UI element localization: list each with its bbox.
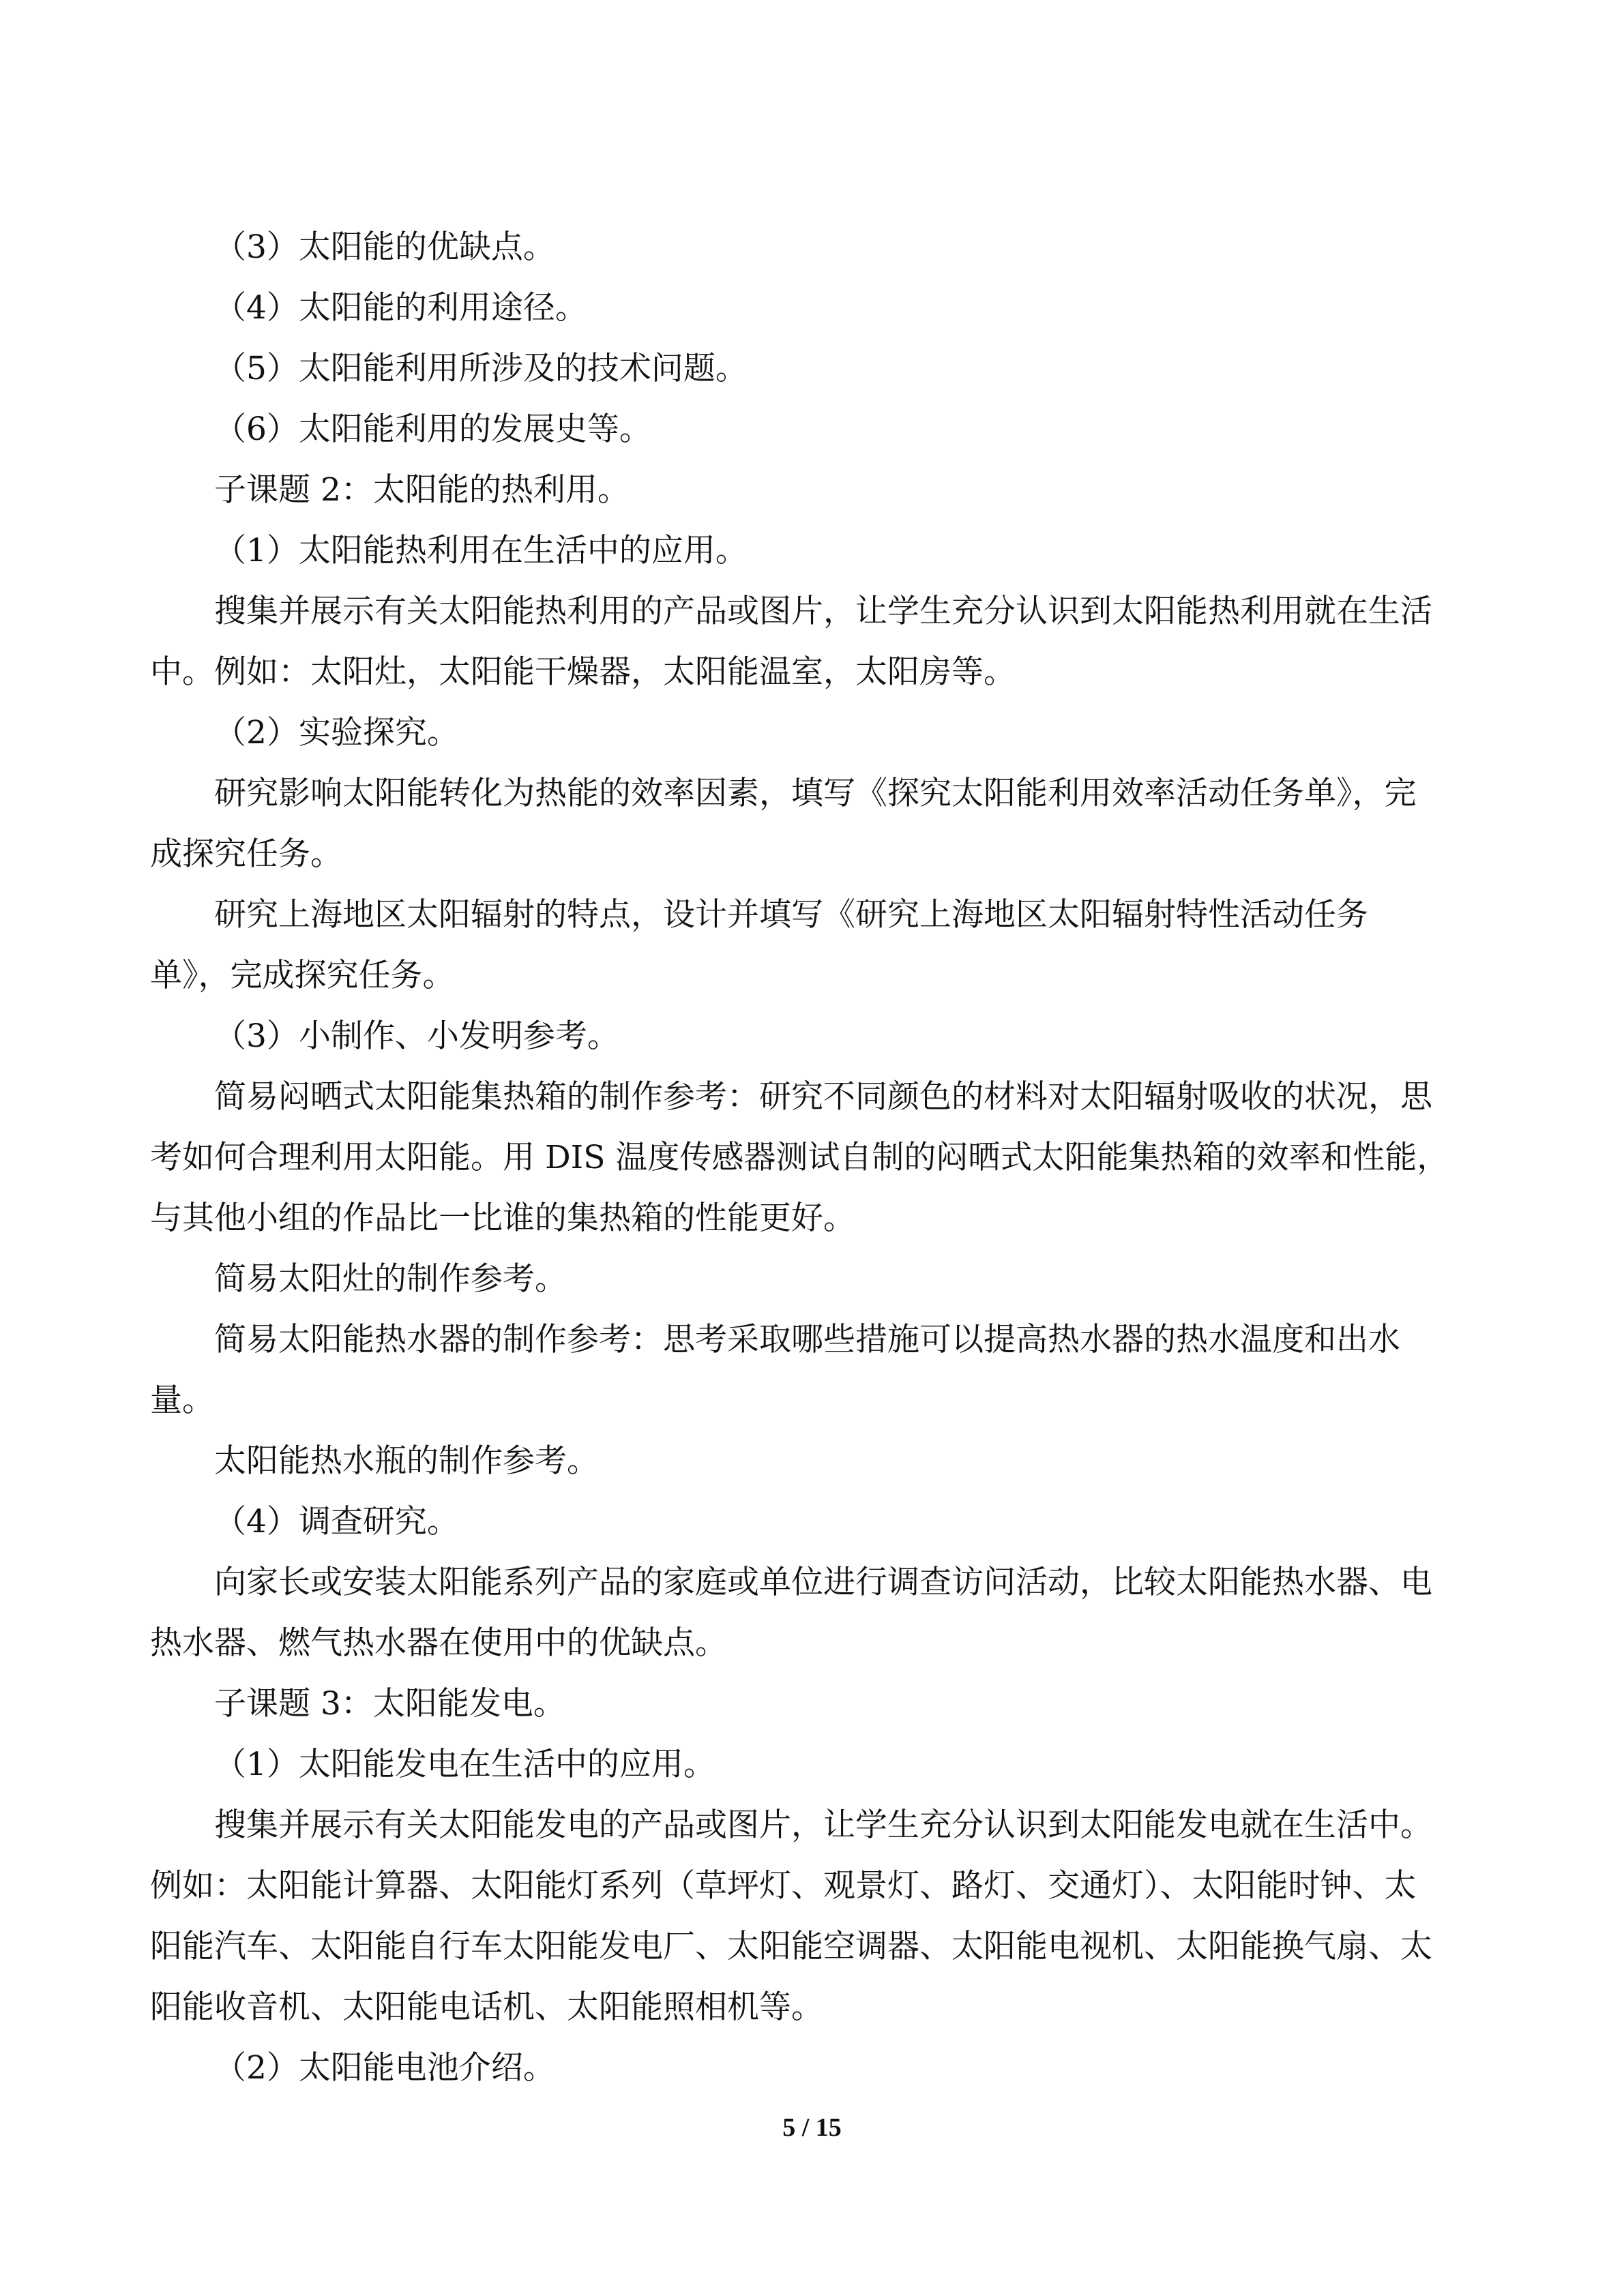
text-line: 简易闷晒式太阳能集热箱的制作参考：研究不同颜色的材料对太阳辐射吸收的状况，思 bbox=[214, 1078, 1432, 1116]
text-line: 阳能汽车、太阳能自行车太阳能发电厂、太阳能空调器、太阳能电视机、太阳能换气扇、太 bbox=[150, 1928, 1432, 1965]
text-line: 考如何合理利用太阳能。用 DIS 温度传感器测试自制的闷晒式太阳能集热箱的效率和性能， bbox=[150, 1139, 1449, 1176]
text-line: 子课题 3：太阳能发电。 bbox=[214, 1685, 565, 1723]
text-line: （2）太阳能电池介绍。 bbox=[214, 2049, 555, 2087]
text-line: 研究影响太阳能转化为热能的效率因素，填写《探究太阳能利用效率活动任务单》，完 bbox=[214, 775, 1417, 812]
text-line: （1）太阳能发电在生活中的应用。 bbox=[214, 1746, 715, 1783]
text-line: 向家长或安装太阳能系列产品的家庭或单位进行调查访问活动，比较太阳能热水器、电 bbox=[214, 1564, 1432, 1601]
text-line: 阳能收音机、太阳能电话机、太阳能照相机等。 bbox=[150, 1988, 823, 2026]
text-line: 简易太阳能热水器的制作参考：思考采取哪些措施可以提高热水器的热水温度和出水 bbox=[214, 1321, 1400, 1358]
text-line: 热水器、燃气热水器在使用中的优缺点。 bbox=[150, 1624, 727, 1662]
text-line: 成探究任务。 bbox=[150, 835, 342, 873]
text-line: 单》，完成探究任务。 bbox=[150, 957, 455, 994]
text-line: 简易太阳灶的制作参考。 bbox=[214, 1260, 567, 1298]
text-line: （2）实验探究。 bbox=[214, 714, 459, 751]
text-line: 搜集并展示有关太阳能发电的产品或图片，让学生充分认识到太阳能发电就在生活中。 bbox=[214, 1806, 1432, 1844]
text-line: （1）太阳能热利用在生活中的应用。 bbox=[214, 532, 748, 569]
text-line: （3）太阳能的优缺点。 bbox=[214, 228, 555, 266]
text-line: 子课题 2：太阳能的热利用。 bbox=[214, 471, 630, 509]
text-line: 例如：太阳能计算器、太阳能灯系列（草坪灯、观景灯、路灯、交通灯）、太阳能时钟、太 bbox=[150, 1867, 1417, 1905]
text-line: （4）调查研究。 bbox=[214, 1503, 459, 1540]
text-line: 与其他小组的作品比一比谁的集热箱的性能更好。 bbox=[150, 1199, 855, 1237]
text-line: 量。 bbox=[150, 1382, 214, 1419]
page-number: 5 / 15 bbox=[782, 2113, 842, 2142]
text-line: 搜集并展示有关太阳能热利用的产品或图片，让学生充分认识到太阳能热利用就在生活 bbox=[214, 593, 1432, 630]
text-line: （4）太阳能的利用途径。 bbox=[214, 289, 587, 327]
text-line: 研究上海地区太阳辐射的特点，设计并填写《研究上海地区太阳辐射特性活动任务 bbox=[214, 896, 1368, 934]
document-body bbox=[150, 217, 1473, 2098]
text-line: （3）小制作、小发明参考。 bbox=[214, 1017, 619, 1055]
text-line: （6）太阳能利用的发展史等。 bbox=[214, 411, 651, 448]
text-line: 太阳能热水瓶的制作参考。 bbox=[214, 1442, 599, 1480]
text-line: （5）太阳能利用所涉及的技术问题。 bbox=[214, 350, 748, 387]
text-line: 中。例如：太阳灶，太阳能干燥器，太阳能温室，太阳房等。 bbox=[150, 653, 1016, 691]
